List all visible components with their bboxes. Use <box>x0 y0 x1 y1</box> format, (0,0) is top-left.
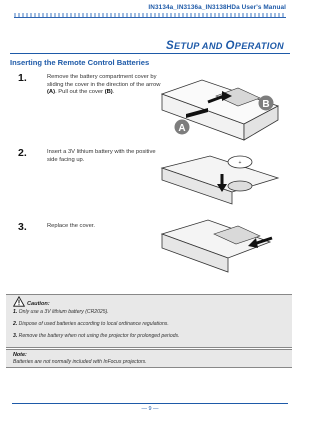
remote-open-cover-illustration <box>156 74 286 144</box>
label-a: A <box>178 123 186 134</box>
step-number: 3. <box>18 221 27 233</box>
battery-insert-illustration <box>158 146 284 208</box>
note-box <box>6 349 292 368</box>
caution-title: Caution: <box>27 301 50 307</box>
caution-box <box>6 294 292 348</box>
header-rule <box>14 13 286 18</box>
footer-rule <box>12 403 288 404</box>
manual-header-title: IN3134a_IN3136a_IN3138HDa User's Manual <box>148 4 286 11</box>
section-title-rule <box>10 53 290 54</box>
caution-item-1: 1. Only use a 3V lithium battery (CR2025). <box>13 309 109 315</box>
step-text: Remove the battery compartment cover by sliding the cover in the direction of the arrow (A). Pull out the cover (B). <box>47 74 161 96</box>
caution-item-3: 3. Remove the battery when not using the projector for prolonged periods. <box>13 333 180 339</box>
svg-text:+: + <box>238 160 242 166</box>
page-number: — 9 — <box>141 406 159 412</box>
caution-item-2: 2. Dispose of used batteries according to local ordinance regulations. <box>13 321 169 327</box>
step-number: 1. <box>18 72 27 84</box>
warning-icon <box>13 296 25 307</box>
step-text: Replace the cover. <box>47 223 96 229</box>
note-title: Note: <box>13 352 27 358</box>
step-number: 2. <box>18 147 27 159</box>
label-b: B <box>262 99 270 110</box>
replace-cover-illustration <box>158 214 286 276</box>
note-text: Batteries are not normally included with InFocus projectors. <box>13 359 147 365</box>
subheading: Inserting the Remote Control Batteries <box>10 58 150 67</box>
step-text: Insert a 3V lithium battery with the positive side facing up. <box>47 149 156 163</box>
section-title: SETUP AND OPERATION <box>166 40 284 52</box>
